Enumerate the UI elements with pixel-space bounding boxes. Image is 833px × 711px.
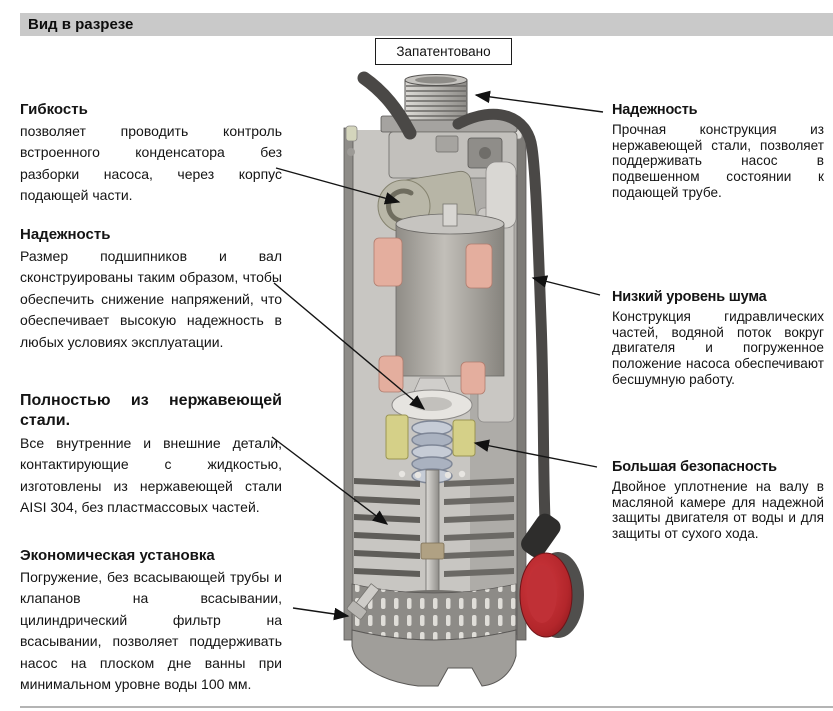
oil-chamber-seal: [453, 420, 475, 456]
winding: [379, 356, 403, 392]
annotation-safety: [612, 459, 824, 542]
terminal-dot: [479, 147, 491, 159]
bolt-dot: [347, 148, 355, 156]
impeller-stack: [354, 471, 514, 577]
shaft: [421, 470, 444, 606]
annotation-body: Конструкция гидравлических частей, водяной поток вокруг двигателя и погруженное положение насоса обеспечивают бесшумную работу.: [612, 309, 824, 387]
power-cable-stub: [364, 78, 410, 133]
float-cable-gland: [518, 510, 565, 561]
arrow-economy: [293, 608, 348, 616]
annotation-low-noise: [612, 289, 824, 388]
casing-wall-right: [517, 128, 526, 640]
footer-rule: [20, 706, 833, 708]
base-screw: [346, 581, 382, 620]
bowl-interior: [352, 590, 516, 646]
handle-bracket: [486, 162, 516, 228]
annotation-heading: Низкий уровень шума: [612, 289, 767, 305]
winding: [461, 362, 485, 394]
leader-arrows: [272, 95, 603, 616]
annotation-heading: Надежность: [20, 226, 111, 243]
annotation-heading: Экономическая установка: [20, 547, 215, 564]
motor-bracket: [478, 208, 514, 422]
annotation-body: Все внутренние и внешние детали, контактирующие с жидкостью, изготовлены из нержавеющей стали AISI 304, без пластмассовых частей.: [20, 435, 282, 516]
annotation-body: позволяет проводить контроль встроенного конденсатора без разборки насоса, через корпус подающей части.: [20, 123, 282, 204]
annotation-body: Прочная конструкция из нержавеющей стали, позволяет поддерживать насос в подвешенном состоянии к подающей трубе.: [612, 122, 824, 200]
annotation-heading: Надежность: [612, 102, 698, 118]
arrow-safety: [475, 443, 597, 467]
shaft-coupling: [421, 543, 444, 559]
top-flange: [381, 116, 517, 132]
arrow-reliability-right: [476, 95, 603, 112]
arrow-flexibility: [276, 168, 399, 202]
arrow-reliability-left: [274, 283, 424, 409]
shaft-top: [443, 204, 457, 226]
annotation-body: Размер подшипников и вал сконструированы таким образом, чтобы обеспечить снижение напряжений, что обеспечивает высокую надежность в любых условиях эксплуатации.: [20, 248, 282, 350]
terminal-box: [468, 138, 502, 168]
section-header-bar: [20, 13, 833, 36]
motor: [374, 204, 504, 394]
section-title: Вид в разрезе: [28, 16, 134, 33]
cap-detail: [436, 136, 458, 152]
motor-cap: [389, 132, 517, 178]
power-cable: [458, 114, 545, 520]
discharge-port: [405, 75, 467, 121]
annotation-heading: Полностью из нержавеющей стали.: [20, 392, 282, 429]
capacitor: [378, 170, 478, 235]
annotation-flexibility: [20, 100, 282, 207]
annotation-body: Погружение, без всасывающей трубы и клапанов на всасывании, цилиндрический фильтр на всасывании, позволяет поддерживать насос на плоском дне ванны при минимальном уровне воды 100 мм.: [20, 569, 282, 693]
casing-bolt-right: [510, 126, 522, 139]
bearing: [392, 378, 472, 420]
annotation-body: Двойное уплотнение на валу в масляной камере для надежной защиты двигателя от воды и для защиты от сухого хода.: [612, 479, 824, 542]
float-switch: [518, 510, 584, 638]
winding: [466, 244, 492, 288]
annotation-stainless: [20, 391, 282, 519]
bottom-bowl: [352, 630, 516, 686]
arrow-low-noise: [533, 278, 600, 295]
annotation-economy: [20, 546, 282, 695]
pump-body: [344, 75, 584, 687]
casing-bolt-left: [346, 126, 357, 141]
annotation-heading: Гибкость: [20, 101, 88, 118]
suction-filter: [352, 584, 516, 640]
shaft-nut: [424, 592, 441, 606]
oil-chamber-seal: [386, 415, 408, 459]
winding: [374, 238, 402, 286]
patented-badge: Запатентовано: [375, 38, 512, 65]
annotation-reliability-right: [612, 102, 824, 201]
annotation-reliability-left: [20, 225, 282, 353]
casing-depth-shade: [470, 130, 518, 635]
annotation-heading: Большая безопасность: [612, 459, 777, 475]
seal-spring: [412, 421, 452, 483]
casing-wall-left: [344, 128, 353, 640]
casing-interior: [352, 130, 518, 635]
port-taper: [399, 120, 473, 134]
arrow-stainless: [272, 437, 387, 524]
